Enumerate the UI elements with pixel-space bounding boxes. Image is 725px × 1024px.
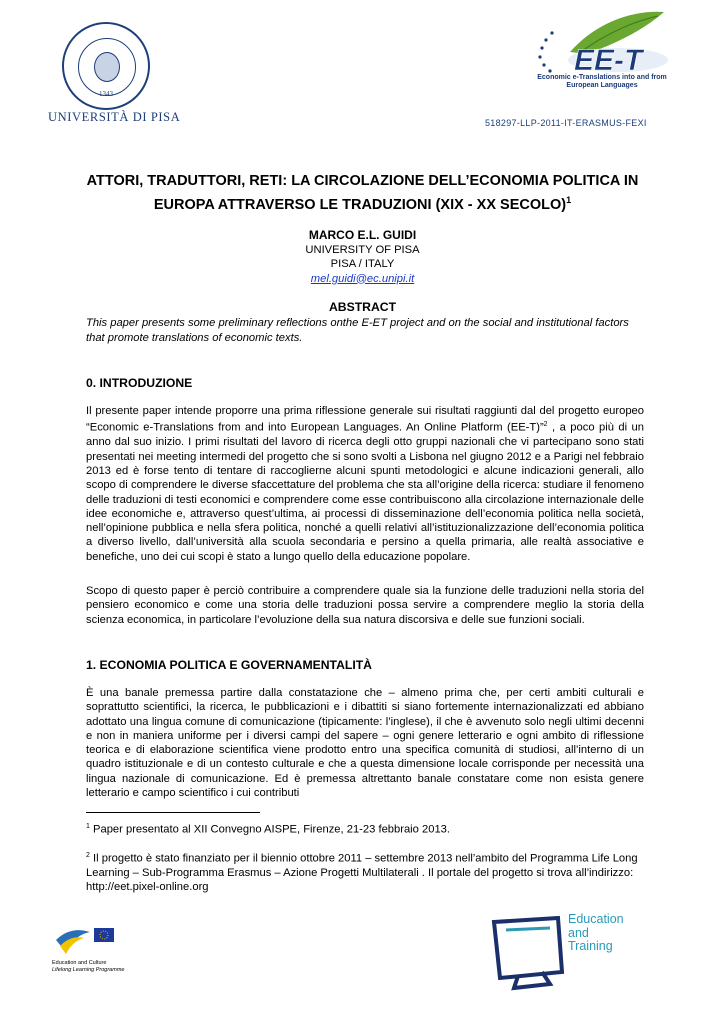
- title-line-1: ATTORI, TRADUTTORI, RETI: LA CIRCOLAZIONE DELL’ECONOMIA POLITICA IN: [86, 173, 639, 189]
- eu-flag-icon: [94, 928, 114, 942]
- eet-logo-text: EE-T: [574, 44, 643, 77]
- abstract-text: This paper presents some preliminary reflections onthe E-ET project and on the social and institutional factors that promote translations of economic texts.: [86, 317, 629, 344]
- author-affiliation: UNIVERSITY OF PISA: [305, 243, 420, 256]
- section-0-heading: 0. INTRODUZIONE: [86, 376, 193, 390]
- section-0-paragraph-1: [86, 404, 644, 564]
- edu-line-2: and: [568, 925, 589, 940]
- footnote-1-mark: 1: [86, 823, 90, 830]
- paper-title: [80, 172, 645, 215]
- university-name: UNIVERSITÀ DI PISA: [48, 110, 181, 124]
- author-location: PISA / ITALY: [330, 258, 395, 270]
- title-line-2: EUROPA ATTRAVERSO LE TRADUZIONI (XIX - XX SECOLO): [153, 196, 567, 213]
- eet-subtitle: Economic e-Translations into and from European Languages: [537, 74, 667, 89]
- footnote-1: [86, 820, 642, 837]
- eet-logo: [530, 8, 670, 112]
- monitor-icon: [494, 918, 562, 978]
- section-0-p1-text-a: Il presente paper intende proporre una prima riflessione generale sui risultati raggiunti dal del progetto europeo “Economic e-Translations from and into European Languages. An Online Platform (EE-T)”: [86, 405, 644, 435]
- author-name: MARCO E.L. GUIDI: [308, 228, 417, 242]
- section-0-paragraph-2: Scopo di questo paper è perciò contribuire a comprendere quale sia la funzione delle traduzioni nella storia del pensiero economico e come una storia delle traduzioni possa servire a comprendere meglio la storia della scienza economica, in particolare l’evoluzione della sua natura discorsiva e delle sue funzioni sociali.: [86, 585, 644, 626]
- abstract-heading: ABSTRACT: [328, 300, 397, 314]
- footnote-divider: [86, 812, 260, 813]
- eu-stars-icon: [538, 31, 553, 72]
- title-line-2-wrap: [80, 191, 645, 215]
- author-email-link[interactable]: mel.guidi@ec.unipi.it: [310, 272, 415, 285]
- seal-figure-icon: [94, 52, 120, 82]
- university-seal-logo: [62, 22, 150, 110]
- footnote-2-mark: 2: [86, 852, 90, 859]
- section-1-heading: 1. ECONOMIA POLITICA E GOVERNAMENTALITÀ: [86, 658, 372, 672]
- eu-caption-line-2: Lifelong Learning Programme: [52, 967, 125, 973]
- section-1-paragraph-1: È una banale premessa partire dalla constatazione che – almeno prima che, per certi ambiti culturali e soprattutto scientifici, la ricerca, le pubblicazioni e i dibattiti si siano fortemente internazionalizzati ed abbiano adottato una lingua comune di comunicazione (tipicamente: l’inglese), il che è avvenuto solo negli ultimi decenni e non in maniera uniforme per i diversi campi del sapere – ogni genere letterario e ogni ambito di riflessione teorica e di elaborazione scientifica viene prodotto entro una specifica comunità di studiosi, all’interno di un quadro istituzionale e di un contesto culturale e che a questa dimensione locale corrisponde per necessità una lingua nazionale di comunicazione. Ed è premessa altrettanto banale constatare come non esista genere letterario e campo scientifico i cui contributi: [86, 687, 644, 800]
- footnote-ref-2: 2: [543, 421, 548, 429]
- footnote-1-text: Paper presentato al XII Convegno AISPE, Firenze, 21-23 febbraio 2013.: [89, 823, 450, 836]
- footnote-2-text: Il progetto è stato finanziato per il biennio ottobre 2011 – settembre 2013 nell’ambito del Programma Life Long Learning – Sub-Programma Erasmus – Azione Progetti Multilaterali . Il portale del progetto si trova all’indirizzo: http://eet.pixel-online.org: [86, 852, 638, 894]
- project-code: 518297-LLP-2011-IT-ERASMUS-FEXI: [485, 118, 647, 128]
- section-0-p1-text-b: , a poco più di un anno dal suo inizio. I primi risultati del lavoro di ricerca degli otto gruppi nazionali che vi partecipano sono stati presentati nei meeting intermedi del progetto che si sono svolti a Lisbona nel giugno 2012 e a Parigi nel febbraio 2013 ed è forse tento di tentare di raccoglierne alcuni spunti metodologici e alcune indicazioni generali, allo scopo di comprendere le diverse sfaccettature del problema che sta all’origine della ricerca: studiare il fenomeno delle traduzioni di testi economici e comprendere come esse contribuiscono alla circolazione internazionale delle idee economiche e, attraverso quest’ultima, ai processi di disseminazione dell’economia politica nella società, nell’opinione pubblica e nella sfera politica, nonché a quelli relativi all’istituzionalizzazione dell’economia politica a diverso livello, dall’università alla scuola secondaria e persino a quella primaria, alle realtà associative e benefiche, uno dei cui scopi è stato a lungo quello della educazione popolare.: [86, 422, 644, 563]
- edu-line-3: Training: [568, 939, 613, 953]
- author-block: [80, 228, 645, 286]
- eu-caption-line-1: Education and Culture: [52, 960, 107, 966]
- title-footnote-mark: 1: [566, 195, 572, 205]
- edu-line-1: Education: [568, 912, 624, 926]
- education-training-text: [568, 913, 624, 954]
- footnote-2: [86, 849, 642, 895]
- seal-year: 1343: [99, 90, 113, 98]
- eu-caption: [52, 960, 124, 974]
